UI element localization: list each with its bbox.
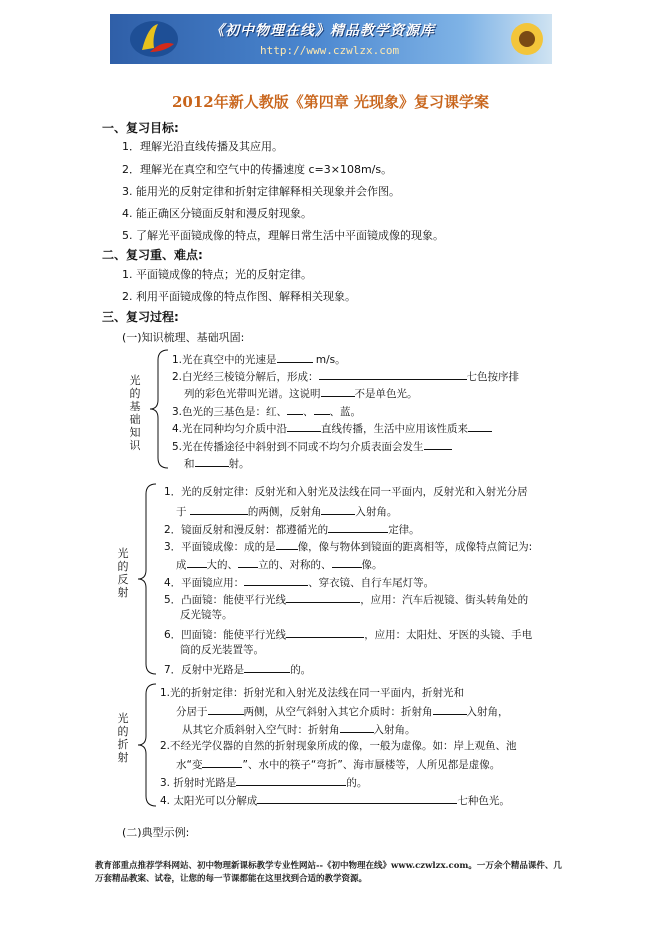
- fill-blank[interactable]: [244, 661, 290, 673]
- fill-blank[interactable]: [332, 556, 362, 568]
- fill-blank[interactable]: [287, 420, 321, 432]
- group3-line: 4. 太阳光可以分解成 七种色光。: [160, 792, 510, 808]
- fill-blank[interactable]: [328, 521, 388, 533]
- group1-line: 和 射。: [184, 455, 250, 471]
- group3-vertical-label: 光 的 折 射: [117, 712, 129, 764]
- section1-item: 4. 能正确区分镜面反射和漫反射现象。: [122, 207, 312, 220]
- group2-brace: [136, 484, 158, 674]
- fill-blank[interactable]: [208, 703, 244, 715]
- fill-blank[interactable]: [424, 438, 452, 450]
- group2-line: 筒的反光装置等。: [180, 644, 264, 656]
- fill-blank[interactable]: [319, 368, 467, 380]
- group1-line: 2.白光经三棱镜分解后，形成： 七色按序排: [172, 368, 519, 384]
- group3-line: 分居于 两侧，从空气斜射入其它介质时：折射角 入射角，: [176, 703, 509, 719]
- group2-line: 5．凸面镜：能使平行光线 ，应用：汽车后视镜、街头转角处的: [164, 591, 528, 607]
- banner-url[interactable]: http://www.czwlzx.com: [260, 44, 400, 57]
- group2-line: 反光镜等。: [180, 609, 233, 621]
- group1-line: 1.光在真空中的光速是 m/s。: [172, 351, 346, 367]
- group2-line: 于 的两侧，反射角 入射角。: [176, 503, 397, 519]
- group1-line: 列的彩色光带叫光谱。这说明 不是单色光。: [184, 385, 418, 401]
- group2-line: 成 大的、 立的、对称的、 像。: [176, 556, 383, 572]
- group3-line: 3. 折射时光路是 的。: [160, 774, 367, 790]
- section1-heading: 一、复习目标:: [102, 121, 179, 135]
- group2-line: 7．反射中光路是 的。: [164, 661, 311, 677]
- group3-line: 1.光的折射定律：折射光和入射光及法线在同一平面内，折射光和: [160, 687, 465, 699]
- fill-blank[interactable]: [238, 556, 258, 568]
- group1-line: 3.色光的三基色是：红、 、 、蓝。: [172, 403, 361, 419]
- section1-item: 2．理解光在真空和空气中的传播速度 c=3×108m/s。: [122, 163, 393, 176]
- site-logo-icon: [128, 18, 180, 60]
- fill-blank[interactable]: [321, 385, 355, 397]
- group2-vertical-label: 光 的 反 射: [117, 547, 129, 599]
- subsection-knowledge: (一)知识梳理、基础巩固:: [122, 331, 245, 344]
- group1-line: 4.光在同种均匀介质中沿 直线传播，生活中应用该性质来: [172, 420, 492, 436]
- section2-item: 2. 利用平面镜成像的特点作图、解释相关现象。: [122, 290, 356, 303]
- subsection-examples: (二)典型示例:: [122, 826, 190, 839]
- group1-vertical-label: 光 的 基 础 知 识: [129, 374, 141, 452]
- fill-blank[interactable]: [202, 756, 242, 768]
- section3-heading: 三、复习过程:: [102, 310, 179, 324]
- fill-blank[interactable]: [236, 774, 346, 786]
- group3-line: 2.不经光学仪器的自然的折射现象所成的像，一般为虚像。如：岸上观鱼、池: [160, 740, 517, 752]
- fill-blank[interactable]: [187, 556, 207, 568]
- footer-note: 教育部重点推荐学科网站、初中物理新课标教学专业性网站--《初中物理在线》www.czwlzx.com。一万余个精品课件、几万套精品教案、试卷，让您的每一节课都能在这里找到合适的教学资源。: [95, 861, 562, 884]
- sunflower-icon: [508, 20, 546, 58]
- fill-blank[interactable]: [276, 538, 298, 550]
- group3-line: 水“变 ”、水中的筷子“弯折”、海市蜃楼等，人所见都是虚像。: [176, 756, 500, 772]
- section2-heading: 二、复习重、难点:: [102, 248, 203, 262]
- group2-line: 4．平面镜应用： 、穿衣镜、自行车尾灯等。: [164, 574, 434, 590]
- section1-item: 5. 了解光平面镜成像的特点，理解日常生活中平面镜成像的现象。: [122, 229, 444, 242]
- group3-line: 从其它介质斜射入空气时：折射角 入射角。: [182, 721, 416, 737]
- group2-line: 3．平面镜成像：成的是 像，像与物体到镜面的距离相等，成像特点简记为:: [164, 538, 532, 554]
- group1-line: 5.光在传播途径中斜射到不同或不均匀介质表面会发生: [172, 438, 452, 454]
- group2-line: 1．光的反射定律：反射光和入射光及法线在同一平面内，反射光和入射光分居: [164, 486, 528, 498]
- fill-blank[interactable]: [287, 403, 303, 415]
- group2-line: 6．凹面镜：能使平行光线 ，应用：太阳灶、牙医的头镜、手电: [164, 626, 532, 642]
- fill-blank[interactable]: [468, 420, 492, 432]
- fill-blank[interactable]: [277, 351, 313, 363]
- banner-title: 《初中物理在线》精品教学资源库: [210, 23, 435, 39]
- fill-blank[interactable]: [433, 703, 467, 715]
- fill-blank[interactable]: [190, 503, 248, 515]
- fill-blank[interactable]: [286, 591, 360, 603]
- section1-item: 1．理解光沿直线传播及其应用。: [122, 140, 283, 153]
- document-title: 2012年新人教版《第四章 光现象》复习课学案: [172, 93, 489, 111]
- group2-line: 2．镜面反射和漫反射：都遵循光的 定律。: [164, 521, 420, 537]
- section1-item: 3. 能用光的反射定律和折射定律解释相关现象并会作图。: [122, 185, 400, 198]
- section2-item: 1. 平面镜成像的特点；光的反射定律。: [122, 268, 312, 281]
- group1-brace: [148, 350, 170, 468]
- fill-blank[interactable]: [257, 792, 457, 804]
- fill-blank[interactable]: [321, 503, 355, 515]
- fill-blank[interactable]: [286, 626, 364, 638]
- fill-blank[interactable]: [195, 455, 229, 467]
- group3-brace: [136, 684, 158, 806]
- fill-blank[interactable]: [340, 721, 374, 733]
- fill-blank[interactable]: [314, 403, 330, 415]
- header-banner: [110, 14, 552, 64]
- fill-blank[interactable]: [244, 574, 308, 586]
